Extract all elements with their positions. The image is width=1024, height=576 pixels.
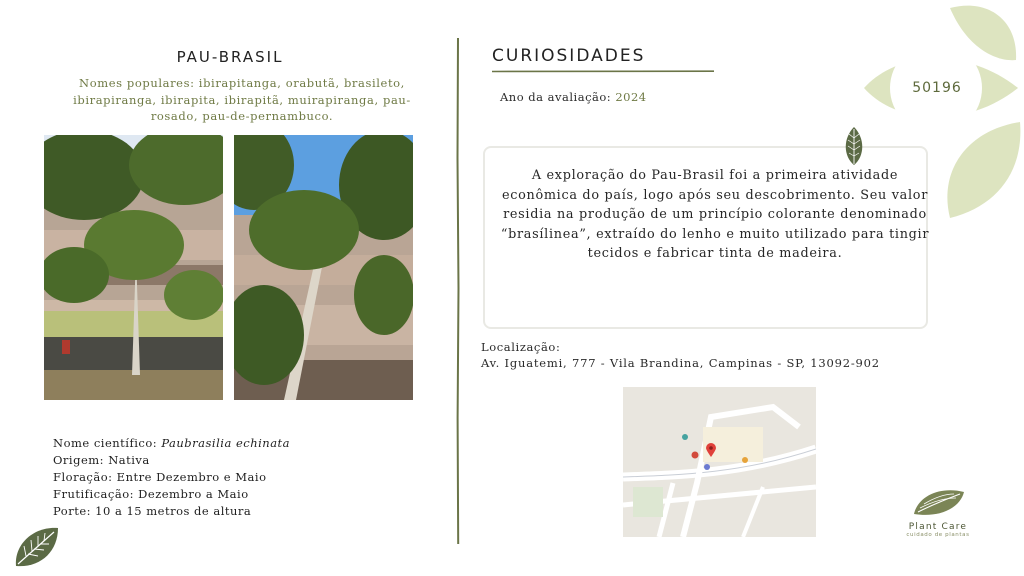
- leaf-icon: [843, 126, 865, 166]
- vertical-divider: [456, 38, 460, 544]
- evaluation-year: [500, 90, 647, 104]
- curiosity-text: A exploração do Pau-Brasil foi a primeira atividade econômica do país, logo após seu descobrimento. Seu valor residia na produção de um princípio colorante denominado “brasílinea”, extraído do lenho e muito utilizado para tingir tecidos e fabricar tinta de madeira.: [500, 168, 930, 262]
- size-row: Porte: 10 a 15 metros de altura: [53, 504, 252, 518]
- location-label: Localização:: [481, 340, 561, 354]
- curiosities-heading: CURIOSIDADES: [492, 46, 646, 66]
- evaluation-year-value: 2024: [615, 90, 647, 104]
- tree-photo-1: [44, 135, 223, 400]
- leaf-icon: [12, 524, 60, 570]
- location-address: Av. Iguatemi, 777 - Vila Brandina, Campinas - SP, 13092-902: [481, 356, 880, 370]
- map-pin-icon: [706, 443, 716, 457]
- scientific-name-row: [53, 435, 290, 452]
- evaluation-year-label: Ano da avaliação:: [500, 90, 616, 104]
- plant-care-logo: [903, 486, 973, 538]
- origin-row: Origem: Nativa: [53, 453, 150, 467]
- flowering-row: Floração: Entre Dezembro e Maio: [53, 470, 267, 484]
- plant-info: [53, 435, 290, 520]
- scientific-name-label: Nome científico:: [53, 436, 162, 450]
- scientific-name-value: Paubrasilia echinata: [161, 436, 291, 450]
- page-title: PAU-BRASIL: [176, 48, 284, 66]
- popular-names: Nomes populares: ibirapitanga, orabutã, brasileto, ibirapiranga, ibirapita, ibirapitã, muirapiranga, pau-rosado, pau-de-pernambuco.: [73, 76, 411, 123]
- logo-tagline: cuidado de plantas: [906, 532, 970, 538]
- logo-name: Plant Care: [908, 522, 968, 532]
- badge-number: 50196: [912, 80, 962, 96]
- leaf-icon: [910, 486, 966, 518]
- tree-photo-2: [234, 135, 413, 400]
- heading-underline: [492, 70, 714, 73]
- fruiting-row: Frutificação: Dezembro a Maio: [53, 487, 249, 501]
- location-map[interactable]: [623, 387, 816, 537]
